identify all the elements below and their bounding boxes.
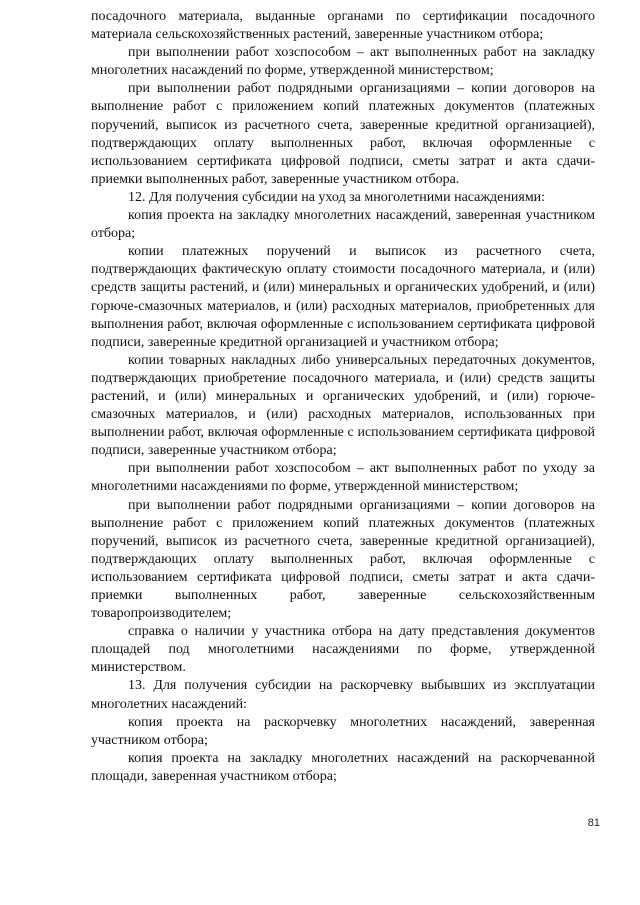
paragraph-8: при выполнении работ хозспособом – акт выполненных работ по уходу за многолетними насаждениями по форме, утвержденной министерством;: [91, 461, 595, 495]
document-body: [91, 8, 595, 786]
paragraph-12: копия проекта на раскорчевку многолетних насаждений, заверенная участником отбора;: [91, 714, 595, 748]
paragraph-3: при выполнении работ подрядными организациями – копии договоров на выполнение работ с приложением копий платежных документов (платежных поручений, выписок из расчетного счета, заверенные кредитной организацией), подтверждающих оплату выполненных работ, включая оформленные с использованием сертификата цифровой подписи, сметы затрат и акта сдачи-приемки выполненных работ, заверенные участником отбора.: [91, 81, 595, 187]
paragraph-2: при выполнении работ хозспособом – акт выполненных работ на закладку многолетних насаждений по форме, утвержденной министерством;: [91, 45, 595, 79]
page-number: 81: [587, 817, 600, 829]
paragraph-5: копия проекта на закладку многолетних насаждений, заверенная участником отбора;: [91, 208, 595, 242]
paragraph-7: копии товарных накладных либо универсальных передаточных документов, подтверждающих приобретение посадочного материала, и (или) средств защиты растений, и (или) минеральных и органических удобрений, и (или) горюче-смазочных материалов, и (или) расходных материалов, использованных при выполнении работ, включая оформленные с использованием сертификата цифровой подписи, заверенные участником отбора;: [91, 352, 595, 459]
paragraph-1: посадочного материала, выданные органами по сертификации посадочного материала сельскохозяйственных растений, заверенные участником отбора;: [91, 9, 595, 43]
paragraph-10: справка о наличии у участника отбора на дату представления документов площадей под многолетними насаждениями по форме, утвержденной министерством.: [91, 624, 595, 676]
section-13-heading: 13. Для получения субсидии на раскорчевку выбывших из эксплуатации многолетних насаждений:: [91, 678, 595, 712]
paragraph-6: копии платежных поручений и выписок из расчетного счета, подтверждающих фактическую оплату стоимости посадочного материала, и (или) средств защиты растений, и (или) минеральных и органических удобрений, и (или) горюче-смазочных материалов, и (или) расходных материалов, приобретенных для выполнения работ, включая оформленные с использованием сертификата цифровой подписи, заверенные кредитной организацией и участником отбора;: [91, 244, 595, 350]
paragraph-9: при выполнении работ подрядными организациями – копии договоров на выполнение работ с приложением копий платежных документов (платежных поручений, выписок из расчетного счета, заверенные кредитной организацией), подтверждающих оплату выполненных работ, включая оформленные с использованием сертификата цифровой подписи, сметы затрат и акта сдачи-приемки выполненных работ, заверенные сельскохозяйственным товаропроизводителем;: [91, 497, 595, 622]
paragraph-13: копия проекта на закладку многолетних насаждений на раскорчеванной площади, заверенная участником отбора;: [91, 750, 595, 784]
section-12-heading: 12. Для получения субсидии на уход за многолетними насаждениями:: [128, 189, 546, 205]
